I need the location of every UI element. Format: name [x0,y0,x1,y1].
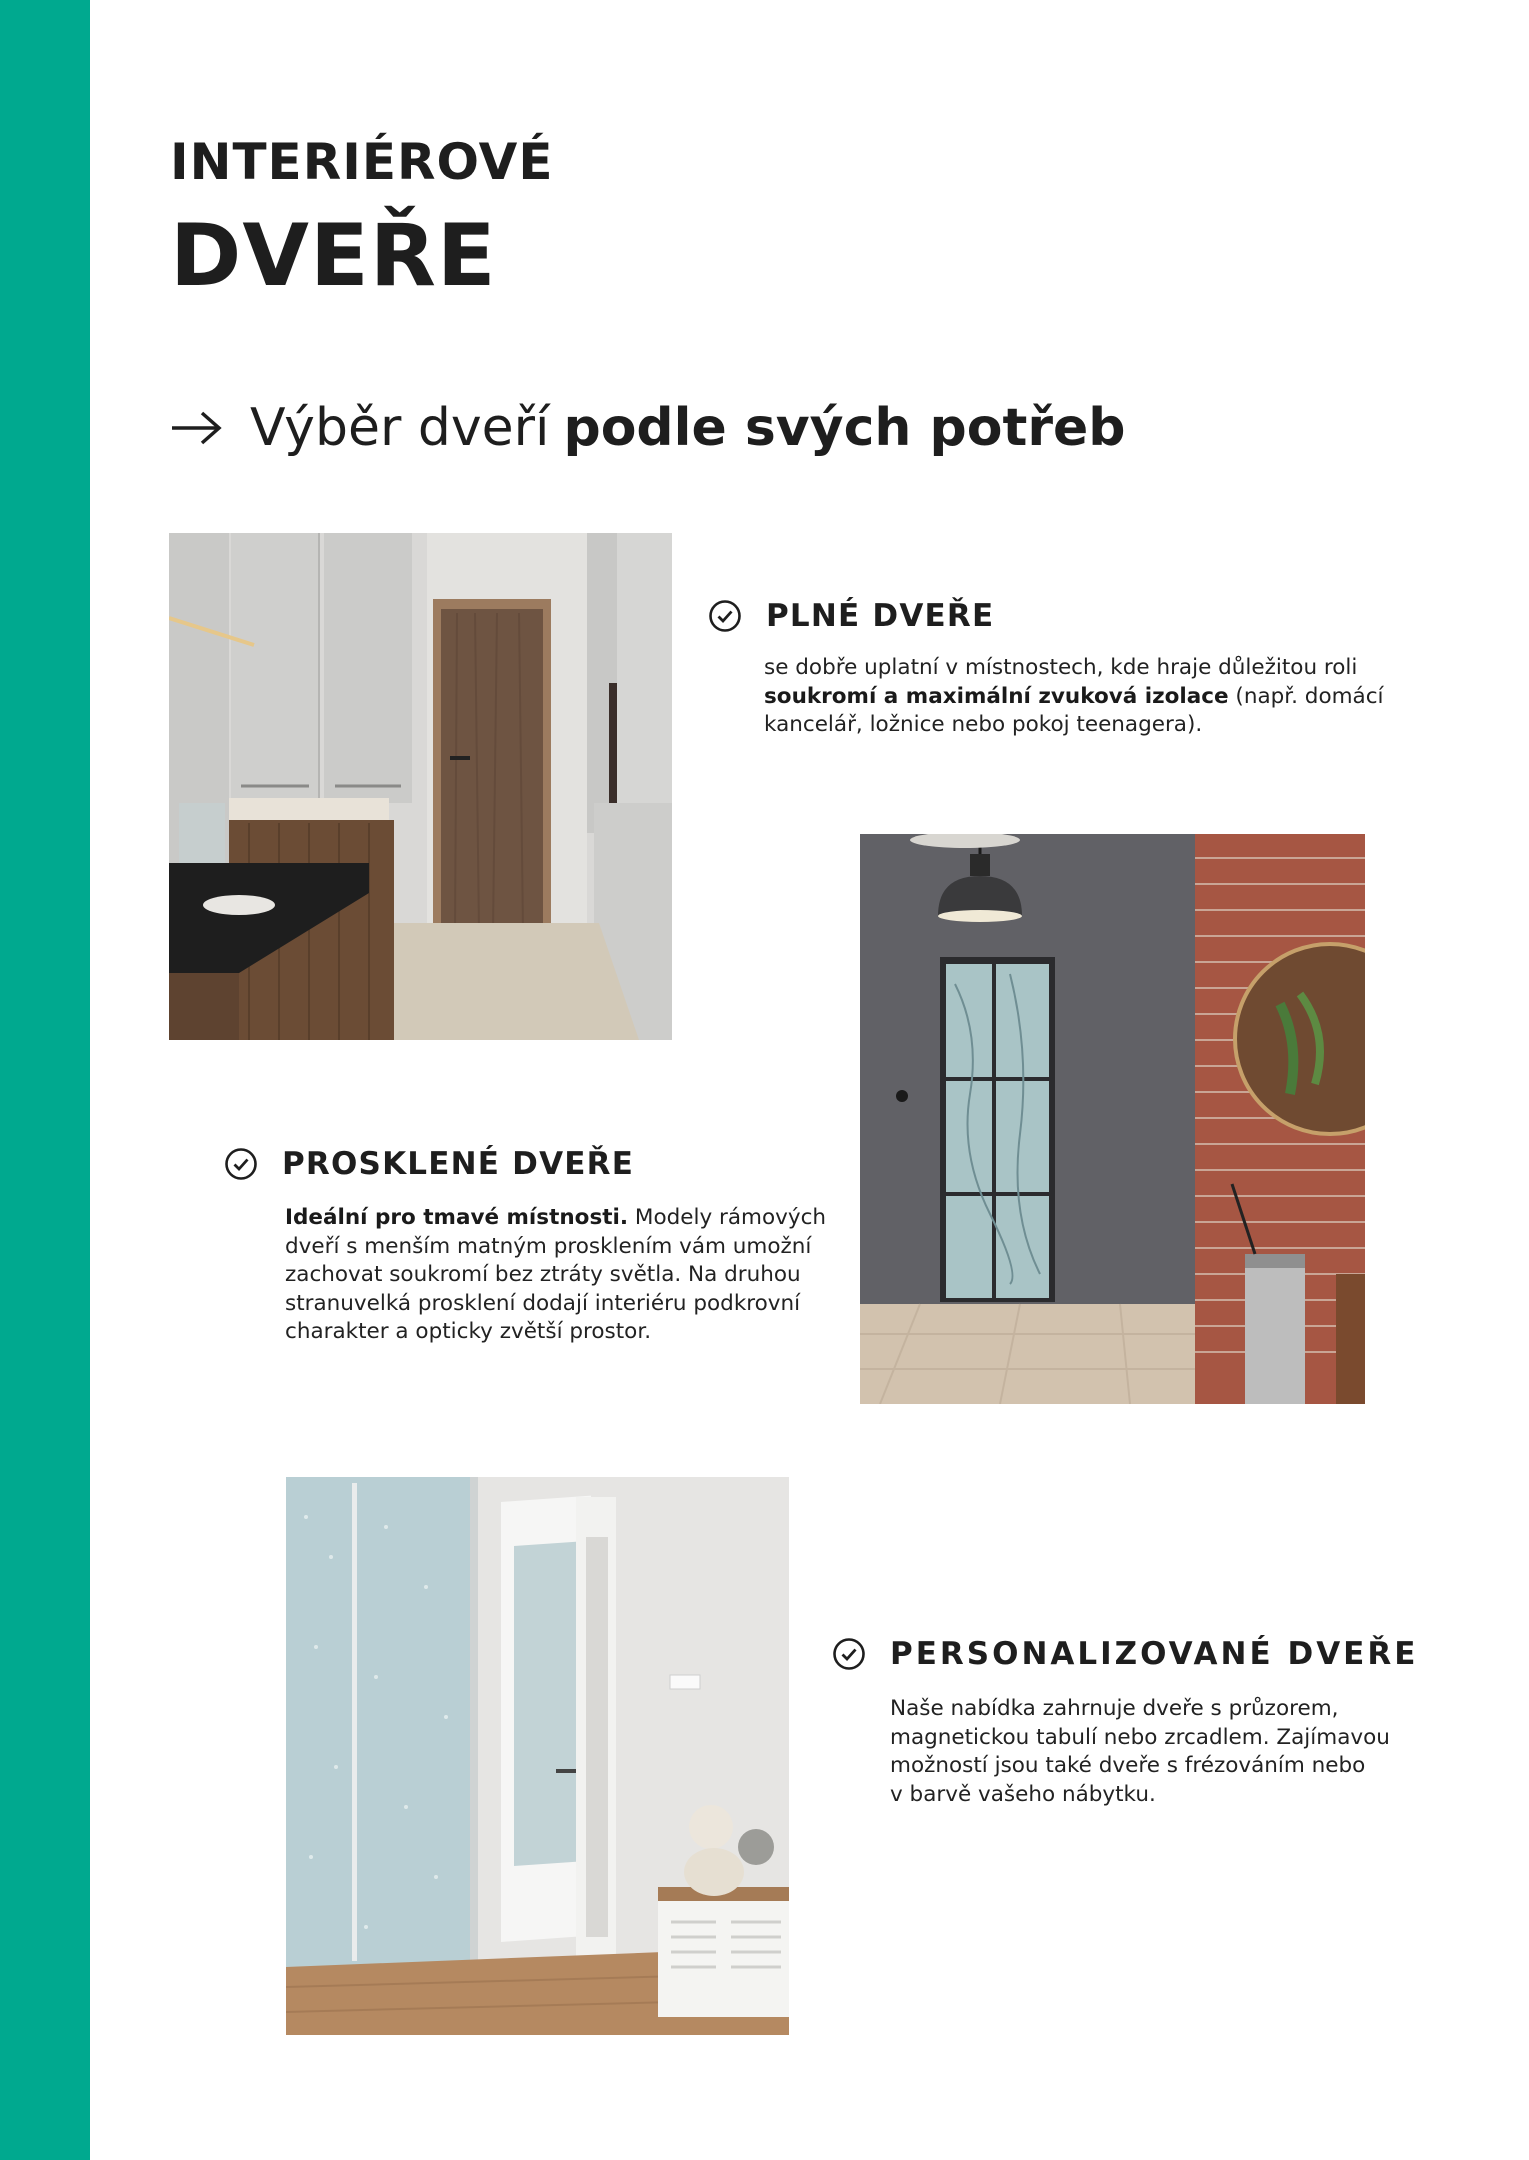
glass-door-photo [860,834,1365,1404]
body-text: zachovat soukromí bez ztráty světla. Na druhou [285,1262,801,1287]
accent-side-bar [0,0,90,2160]
item-body-solid-doors [764,654,1384,740]
body-text: stranuvelká prosklení dodají interiéru podkrovní [285,1290,801,1316]
item-title-solid-doors [708,596,994,636]
body-line [764,683,1384,712]
body-line [764,654,1384,683]
body-line [890,1781,1450,1810]
body-line [285,1233,865,1262]
body-text: (např. domácí [1228,683,1384,709]
body-text: Naše nabídka zahrnuje dveře s průzorem, [890,1696,1339,1721]
item-title-text: PLNÉ DVEŘE [766,598,995,634]
body-line [285,1290,865,1319]
body-line [285,1261,865,1290]
solid-door-photo [169,533,672,1040]
body-text-bold: soukromí a maximální zvuková izolace [764,683,1229,709]
item-body-glass-doors [285,1204,865,1347]
body-text: dveří s menším matným prosklením vám umožní [285,1233,812,1259]
body-line [764,711,1384,740]
subtitle-light: Výběr dveří [250,398,550,458]
item-title-text: PROSKLENÉ DVEŘE [282,1146,635,1182]
section-subtitle [170,396,1125,460]
body-line [890,1752,1450,1781]
arrow-right-icon [170,398,222,458]
item-title-personalized-doors [832,1634,1418,1674]
body-text: v barvě vašeho nábytku. [890,1781,1156,1807]
subtitle-bold: podle svých potřeb [563,398,1126,458]
body-text: se dobře uplatní v místnostech, kde hraje důležitou roli [764,655,1358,680]
body-line [285,1204,865,1233]
body-line [890,1695,1450,1724]
body-text-bold: Ideální pro tmavé místnosti. [285,1205,629,1230]
body-line [890,1724,1450,1753]
check-circle-icon [832,1637,866,1671]
body-text: možností jsou také dveře s frézováním nebo [890,1753,1366,1778]
item-title-text: PERSONALIZOVANÉ DVEŘE [890,1636,1419,1672]
body-text: charakter a opticky zvětší prostor. [285,1319,652,1344]
page-title-line1: INTERIÉROVÉ [170,133,554,191]
item-body-personalized-doors [890,1695,1450,1809]
check-circle-icon [224,1147,258,1181]
body-text: kancelář, ložnice nebo pokoj teenagera). [764,712,1203,737]
body-text: Modely rámových [628,1205,827,1230]
check-circle-icon [708,599,742,633]
body-line [285,1318,865,1347]
body-text: magnetickou tabulí nebo zrcadlem. Zajímavou [890,1724,1390,1750]
item-title-glass-doors [224,1144,634,1184]
personalized-door-photo [286,1477,789,2035]
page-title-line2: DVEŘE [170,206,497,306]
